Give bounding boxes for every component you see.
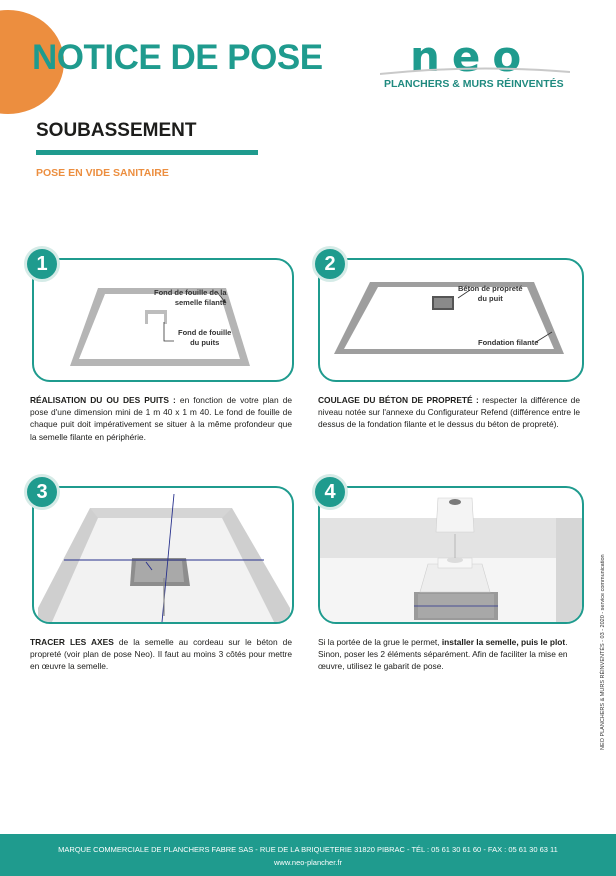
step-3-panel xyxy=(32,486,294,624)
step-2-description: COULAGE DU BÉTON DE PROPRETÉ : respecter la différence de niveau notée sur l'annexe du Configurateur Refend (différence entre le dessus de la fondation filante et le dessus du béton de propreté). xyxy=(318,395,580,430)
step-2-badge: 2 xyxy=(312,246,348,282)
footer-website[interactable]: www.neo-plancher.fr xyxy=(274,858,342,867)
neo-logo xyxy=(380,32,570,94)
footer-address: MARQUE COMMERCIALE DE PLANCHERS FABRE SAS - RUE DE LA BRIQUETERIE 31820 PIBRAC - TÉL : 05 61 30 61 60 - FAX : 05 61 30 63 11 xyxy=(58,845,558,854)
step-1-badge: 1 xyxy=(24,246,60,282)
section-underline xyxy=(36,150,258,155)
footer xyxy=(0,834,616,876)
step-4-badge: 4 xyxy=(312,474,348,510)
step-2-illustration xyxy=(320,260,582,380)
label-beton-proprete: Béton de propreté du puit xyxy=(458,284,523,304)
step-2-panel xyxy=(318,258,584,382)
section-title: SOUBASSEMENT xyxy=(36,120,197,141)
step-1-illustration xyxy=(34,260,292,380)
step-3-illustration xyxy=(34,488,292,622)
step-4-description: Si la portée de la grue le permet, installer la semelle, puis le plot. Sinon, poser les 2 éléments séparément. Afin de faciliter la mise en œuvre, utilisez le gabarit de pose. xyxy=(318,637,568,672)
step-1-panel xyxy=(32,258,294,382)
step-3-badge: 3 xyxy=(24,474,60,510)
page-title: NOTICE DE POSE xyxy=(32,38,323,77)
label-fond-fouille-semelle: Fond de fouille de la semelle filante xyxy=(154,288,227,308)
step-4-panel xyxy=(318,486,584,624)
logo-swoosh xyxy=(380,66,570,76)
step-1-description: RÉALISATION DU OU DES PUITS : en fonction de votre plan de pose d'une dimension mini de 1 m 40 x 1 m 40. Le fond de fouille de chaque puit doit impérativement se situer à la même profondeur que la semelle filante en périphérie. xyxy=(30,395,293,442)
side-vertical-note: NEO PLANCHERS & MURS RÉINVENTÉS - 03 - 2020 - service communication xyxy=(600,554,606,750)
section-subtitle: POSE EN VIDE SANITAIRE xyxy=(36,167,169,179)
step-3-description: TRACER LES AXES de la semelle au cordeau sur le béton de propreté (voir plan de pose Neo). Il faut au moins 3 côtés pour mettre en œuvre la semelle. xyxy=(30,637,292,672)
logo-tagline: PLANCHERS & MURS RÉINVENTÉS xyxy=(384,78,564,90)
label-fondation-filante: Fondation filante xyxy=(478,338,539,347)
label-fond-fouille-puits: Fond de fouille du puits xyxy=(178,328,232,348)
logo-word: neo xyxy=(410,32,534,81)
step-4-illustration xyxy=(320,488,582,622)
